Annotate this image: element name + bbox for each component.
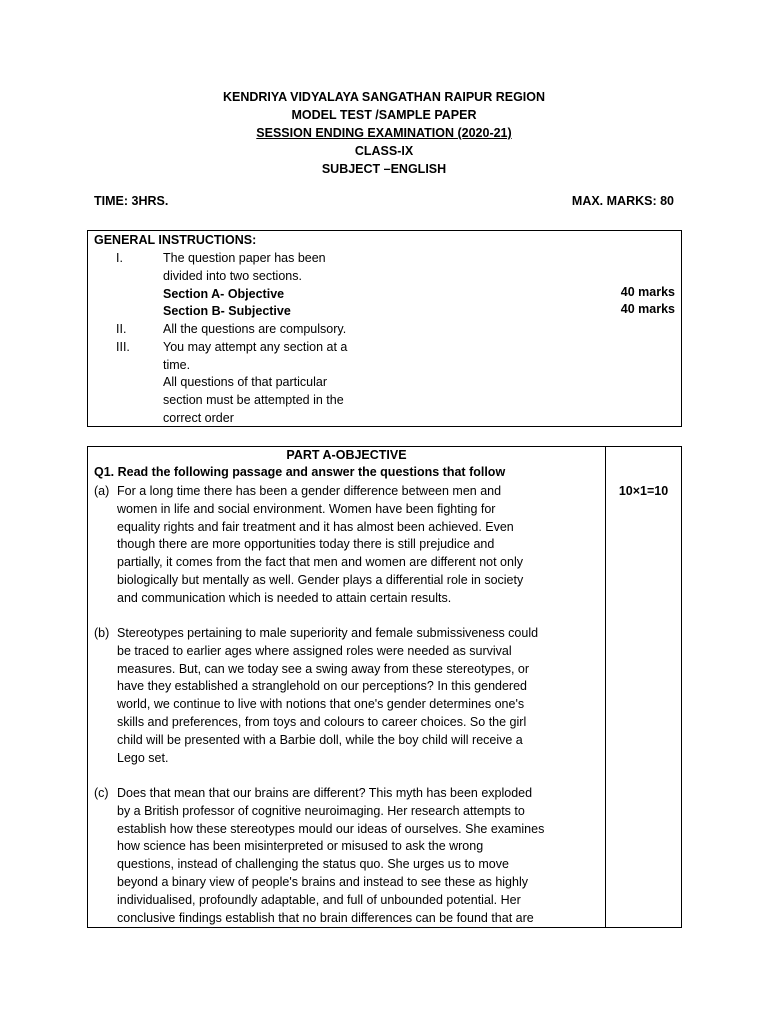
paragraph-line: conclusive findings establish that no brain differences can be found that are: [117, 910, 534, 925]
header-organisation: KENDRIYA VIDYALAYA SANGATHAN RAIPUR REGION: [222, 90, 546, 104]
paragraph-line: measures. But, can we today see a swing away from these stereotypes, or: [117, 661, 530, 676]
part-a-box: [87, 446, 682, 928]
general-instructions-box: [87, 230, 682, 427]
question-1-heading: Q1. Read the following passage and answer the questions that follow: [94, 465, 506, 479]
instruction-text: correct order: [163, 411, 234, 425]
paragraph-line: partially, it comes from the fact that men and women are different not only: [117, 555, 523, 570]
paragraph-line: establish how these stereotypes mould our ideas of ourselves. She examines: [117, 821, 545, 836]
paper-header: [0, 88, 768, 178]
paragraph-body: [117, 483, 602, 608]
section-b-label: Section B- Subjective: [163, 304, 291, 318]
paragraph-line: and communication which is needed to attain certain results.: [117, 590, 452, 605]
instruction-text: All questions of that particular: [163, 375, 327, 389]
exam-meta: [94, 194, 674, 208]
instruction-number: II.: [116, 322, 127, 336]
instruction-text: You may attempt any section at a: [163, 340, 348, 354]
header-exam-session: SESSION ENDING EXAMINATION (2020-21): [256, 126, 512, 140]
header-class: CLASS-IX: [354, 144, 414, 158]
general-instructions-title: GENERAL INSTRUCTIONS:: [94, 233, 257, 247]
time-allowed: TIME: 3HRS.: [94, 194, 169, 208]
paragraph-line: have they established a stranglehold on our perceptions? In this gendered: [117, 679, 528, 694]
header-subject: SUBJECT –ENGLISH: [321, 162, 447, 176]
paragraph-line: biologically but mentally as well. Gender plays a differential role in society: [117, 572, 524, 587]
instruction-text: All the questions are compulsory.: [163, 322, 347, 336]
paragraph-line: For a long time there has been a gender difference between men and: [117, 484, 502, 498]
paragraph-line: be traced to earlier ages where assigned roles were needed as survival: [117, 643, 512, 658]
instruction-number: I.: [116, 251, 123, 265]
instruction-text: The question paper has been: [163, 251, 326, 265]
paragraph-label: (c): [94, 786, 109, 800]
instruction-number: III.: [116, 340, 130, 354]
section-b-marks: 40 marks: [620, 302, 675, 316]
paragraph-line: equality rights and fair treatment and it has almost been achieved. Even: [117, 519, 514, 534]
paragraph-line: by a British professor of cognitive neuroimaging. Her research attempts to: [117, 803, 525, 818]
paragraph-label: (a): [94, 484, 110, 498]
paragraph-line: world, we continue to live with notions that one's gender determines one's: [117, 697, 525, 712]
paragraph-line: women in life and social environment. Women have been fighting for: [117, 501, 496, 516]
instruction-text: section must be attempted in the: [163, 393, 344, 407]
paragraph-body: [117, 625, 602, 767]
paragraph-line: Lego set.: [117, 750, 169, 765]
paragraph-label: (b): [94, 626, 110, 640]
header-paper-type: MODEL TEST /SAMPLE PAPER: [291, 108, 477, 122]
max-marks: MAX. MARKS: 80: [571, 194, 674, 208]
paragraph-line: child will be presented with a Barbie doll, while the boy child will receive a: [117, 732, 523, 747]
section-a-marks: 40 marks: [620, 285, 675, 299]
paragraph-line: how science has been misinterpreted or misused to ask the wrong: [117, 839, 484, 854]
paragraph-line: beyond a binary view of people's brains and instead to see these as highly: [117, 874, 528, 889]
question-1-marks: 10×1=10: [618, 484, 669, 498]
instruction-text: divided into two sections.: [163, 269, 302, 283]
paragraph-line: questions, instead of challenging the status quo. She urges us to move: [117, 857, 509, 872]
instruction-text: time.: [163, 358, 191, 372]
paragraph-line: Does that mean that our brains are different? This myth has been exploded: [117, 786, 533, 800]
section-a-label: Section A- Objective: [163, 287, 285, 301]
paragraph-line: skills and preferences, from toys and colours to career choices. So the girl: [117, 714, 527, 729]
part-a-title: PART A-OBJECTIVE: [286, 448, 407, 462]
paragraph-line: Stereotypes pertaining to male superiority and female submissiveness could: [117, 626, 539, 640]
paragraph-line: though there are more opportunities today there is still prejudice and: [117, 537, 495, 552]
marks-column-divider: [605, 447, 606, 927]
paragraph-line: individualised, profoundly adaptable, and full of unbounded potential. Her: [117, 892, 521, 907]
paragraph-body: [117, 785, 602, 927]
